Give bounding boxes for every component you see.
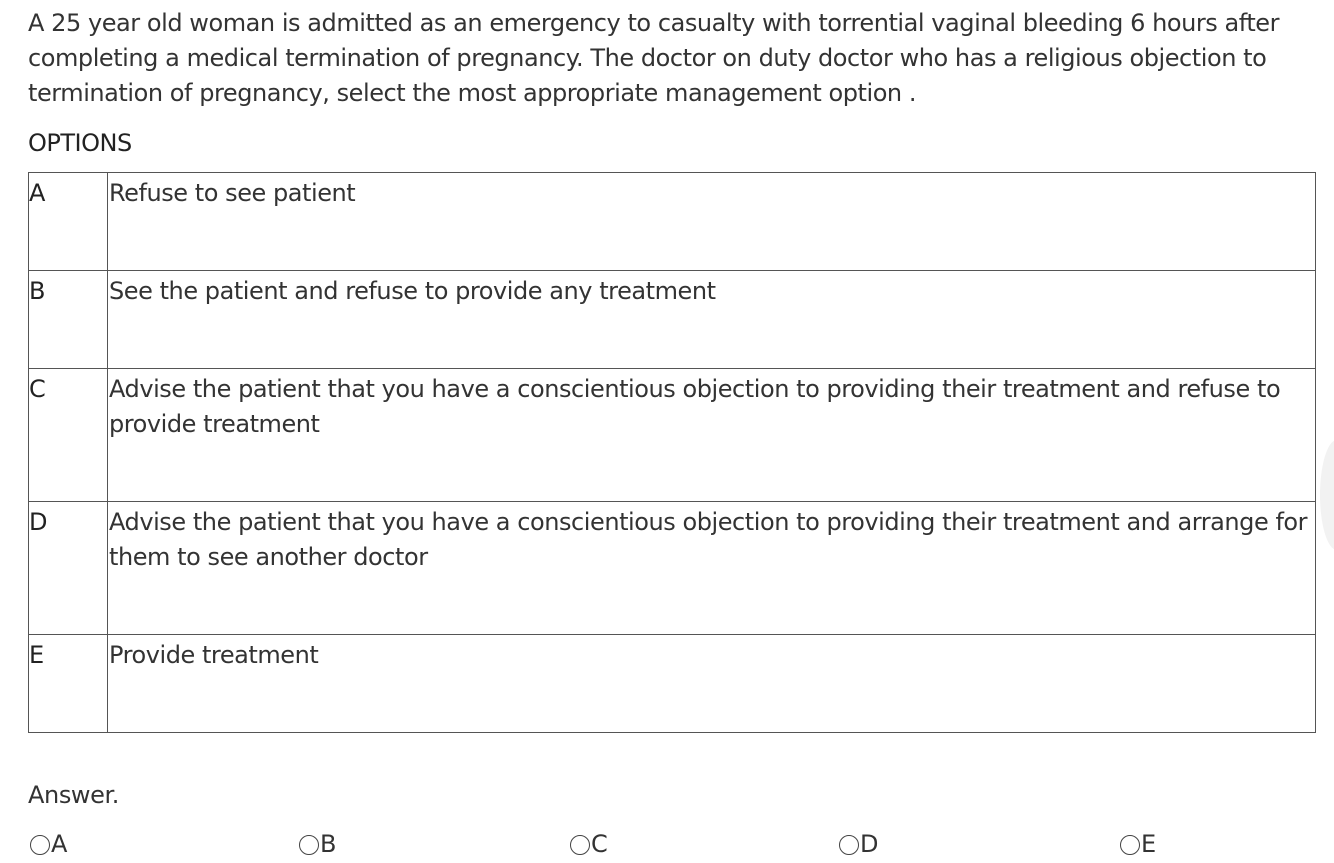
radio-circle-icon[interactable] <box>1120 835 1140 855</box>
answer-radio-b[interactable] <box>299 828 336 860</box>
scroll-edge-shadow <box>1320 440 1334 550</box>
option-text: See the patient and refuse to provide any treatment <box>108 271 1316 369</box>
option-row-b <box>29 271 1316 369</box>
option-row-a <box>29 173 1316 271</box>
answer-radio-label: A <box>51 830 68 858</box>
answer-radio-a[interactable] <box>30 828 67 860</box>
answer-radio-label: B <box>320 830 337 858</box>
radio-circle-icon[interactable] <box>570 835 590 855</box>
answer-radio-label: C <box>591 830 608 858</box>
options-table <box>28 172 1316 733</box>
option-text: Advise the patient that you have a conscientious objection to providing their treatment and arrange for them to see another doctor <box>108 502 1316 635</box>
option-text: Refuse to see patient <box>108 173 1316 271</box>
option-letter: C <box>29 369 108 502</box>
option-letter: B <box>29 271 108 369</box>
answer-radio-d[interactable] <box>839 828 878 860</box>
radio-circle-icon[interactable] <box>839 835 859 855</box>
option-row-c <box>29 369 1316 502</box>
option-text: Provide treatment <box>108 635 1316 733</box>
question-text: A 25 year old woman is admitted as an emergency to casualty with torrential vaginal bleeding 6 hours after completing a medical termination of pregnancy. The doctor on duty doctor who has a religious objection to termination of pregnancy, select the most appropriate management option . <box>28 9 1280 107</box>
option-row-d <box>29 502 1316 635</box>
option-row-e <box>29 635 1316 733</box>
option-text: Advise the patient that you have a conscientious objection to providing their treatment and refuse to provide treatment <box>108 369 1316 502</box>
answer-radio-label: E <box>1141 830 1157 858</box>
radio-circle-icon[interactable] <box>299 835 319 855</box>
radio-circle-icon[interactable] <box>30 835 50 855</box>
options-heading: OPTIONS <box>28 129 132 157</box>
answer-radio-group <box>30 828 1330 862</box>
answer-label: Answer. <box>28 781 120 809</box>
answer-radio-label: D <box>860 830 879 858</box>
option-letter: A <box>29 173 108 271</box>
option-letter: E <box>29 635 108 733</box>
answer-radio-e[interactable] <box>1120 828 1156 860</box>
answer-radio-c[interactable] <box>570 828 608 860</box>
option-letter: D <box>29 502 108 635</box>
